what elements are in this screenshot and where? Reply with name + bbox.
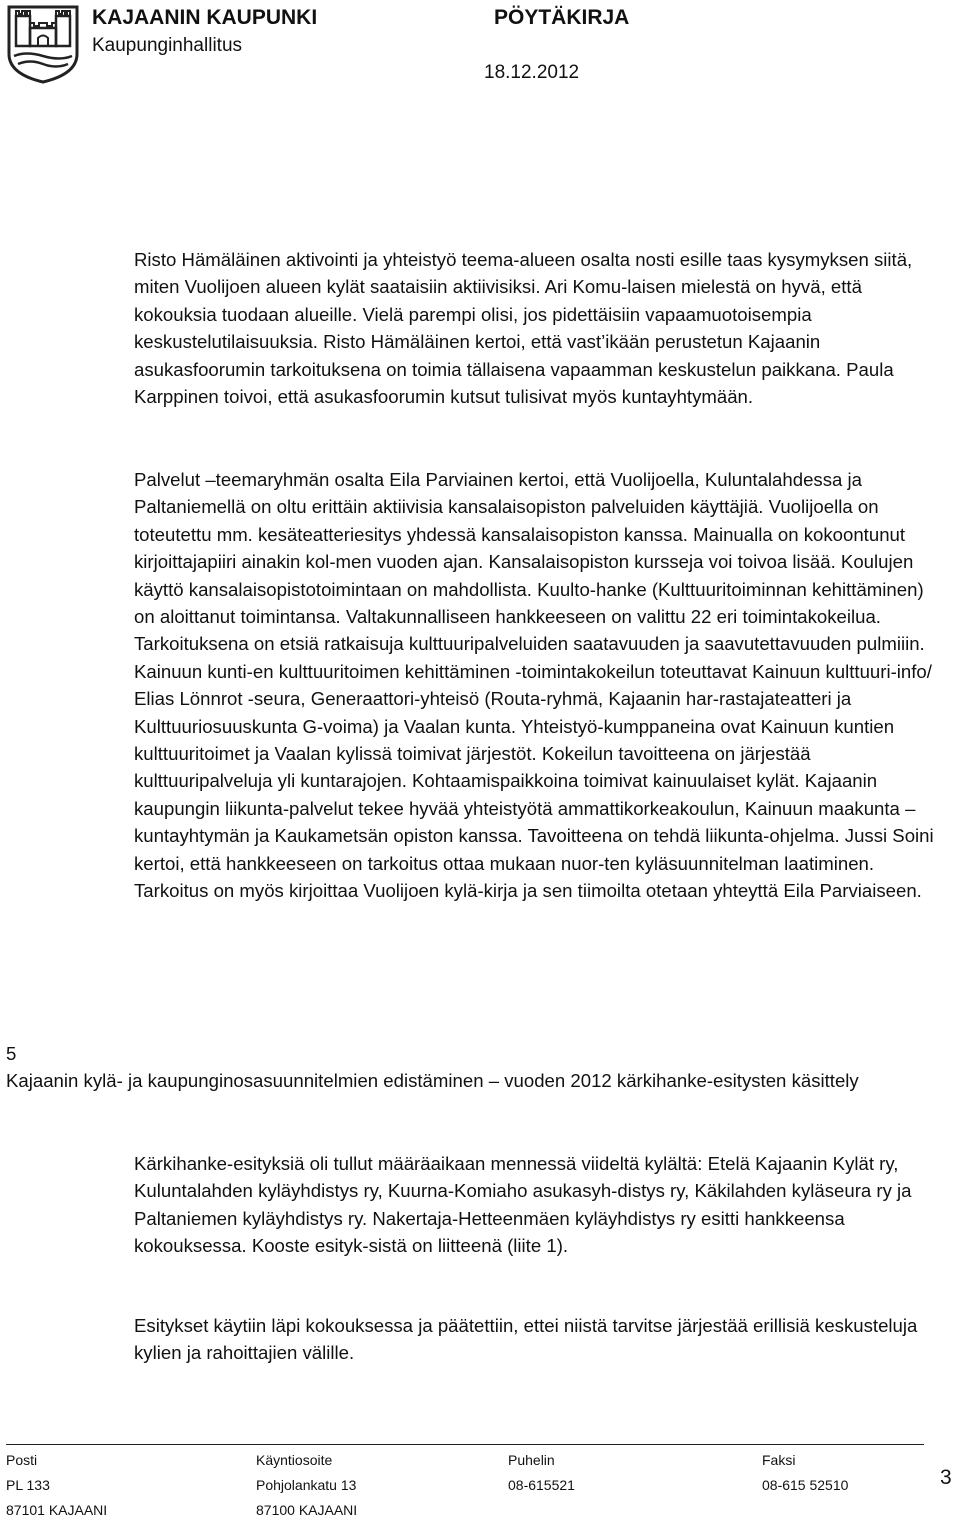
footer-postal-city: 87101 KAJAANI: [6, 1502, 108, 1518]
footer-phone-number: 08-615521: [508, 1477, 575, 1493]
footer-postal-box: PL 133: [6, 1477, 50, 1493]
page-number: 3: [940, 1466, 952, 1489]
section-title: Kajaanin kylä- ja kaupunginosasuunnitelmien edistäminen – vuoden 2012 kärkihanke-esitysten käsittely: [6, 1070, 859, 1091]
footer-postal: [6, 1448, 107, 1523]
paragraph-palvelut: Palvelut –teemaryhmän osalta Eila Parviainen kertoi, että Vuolijoella, Kuluntalahdessa ja Paltaniemellä on oltu erittäin aktiivisia kansalaisopiston palveluiden käyttäjiä. Vuolijoella on toteutettu mm. kesäteatteriesitys yhdessä kansalaisopiston kanssa. Mainualla on kokoontunut kirjoittajapiiri ainakin kol-men vuoden ajan. Kansalaisopiston kursseja voi toivoa lisää. Koulujen käyttö kansalaisopistotoimintaan on mahdollista. Kuulto-hanke (Kulttuuritoiminnan kehittäminen) on aloittanut toimintansa. Valtakunnalliseen hankkeeseen on valittu 22 eri toimintakokeilua. Tarkoituksena on etsiä ratkaisuja kulttuuripalveluiden saatavuuden ja saavutettavuuden pulmiiin. Kainuun kunti-en kulttuuritoimen kehittäminen -toimintakokeilun toteuttavat Kainuun kulttuuri-info/ Elias Lönnrot -seura, Generaattori-yhteisö (Routa-ryhmä, Kajaanin har-rastajateatteri ja Kulttuuriosuuskunta G-voima) ja Vaalan kunta. Yhteistyö-kumppaneina ovat Kainuun kuntien kulttuuritoimet ja Vaalan kylissä toimivat järjestöt. Kokeilun tavoitteena on järjestää kulttuuripalveluja yli kuntarajojen. Kohtaamispaikkoina toimivat kainuulaiset kylät. Kajaanin kaupungin liikunta-palvelut tekee hyvää yhteistyötä ammattikorkeakoulun, Kainuun maakunta –kuntayhtymän ja Kaukametsän opiston kanssa. Tavoitteena on tehdä liikunta-ohjelma. Jussi Soini kertoi, että hankkeeseen on tarkoitus ottaa mukaan nuor-ten kyläsuunnitelman laatiminen. Tarkoitus on myös kirjoittaa Vuolijoen kylä-kirja ja sen tiimoilta otetaan yhteyttä Eila Parviaiseen.: [134, 469, 934, 902]
footer-fax: [762, 1448, 848, 1498]
footer-phone: [508, 1448, 575, 1498]
footer-fax-number: 08-615 52510: [762, 1477, 849, 1493]
paragraph-karkihanke: Kärkihanke-esityksiä oli tullut määräaikaan mennessä viideltä kylältä: Etelä Kajaanin Kylät ry, Kuluntalahden kyläyhdistys ry, Kuurna-Komiaho asukasyh-distys ry, Käkilahden kyläseura ry ja Paltaniemen kyläyhdistys ry. Nakertaja-Hetteenmäen kyläyhdistys ry esitti hankkeensa kokouksessa. Kooste esityk-sistä on liitteenä (liite 1).: [134, 1153, 912, 1257]
document-date: 18.12.2012: [484, 62, 580, 83]
section-number: 5: [6, 1043, 17, 1064]
footer-visiting-city: 87100 KAJAANI: [256, 1502, 358, 1518]
paragraph-aktivointi: Risto Hämäläinen aktivointi ja yhteistyö teema-alueen osalta nosti esille taas kysymyksen siitä, miten Vuolijoen alueen kylät saataisiin aktiivisiksi. Ari Komu-laisen mielestä on hyvä, että kokouksia tuodaan alueille. Vielä parempi olisi, jos pidettäisiin vapaamuotoisempia keskustelutilaisuuksia. Risto Hämäläinen kertoi, että vast’ikään perustetun Kajaanin asukasfoorumin tarkoituksena on toimia tällaisena vapaamman keskustelun paikkana. Paula Karppinen toivoi, että asukasfoorumin kutsut tulisivat myös kuntayhtymään.: [134, 249, 913, 408]
footer-visiting-label: Käyntiosoite: [256, 1452, 333, 1468]
footer-phone-label: Puhelin: [508, 1452, 555, 1468]
city-coat-of-arms-logo: [6, 4, 80, 84]
footer-visiting-street: Pohjolankatu 13: [256, 1477, 357, 1493]
footer-postal-label: Posti: [6, 1452, 38, 1468]
organization-name: KAJAANIN KAUPUNKI: [92, 6, 318, 29]
footer-visiting: [256, 1448, 357, 1523]
footer-fax-label: Faksi: [762, 1452, 796, 1468]
paragraph-esitykset: Esitykset käytiin läpi kokouksessa ja päätettiin, ettei niistä tarvitse järjestää erillisiä keskusteluja kylien ja rahoittajien välille.: [134, 1315, 918, 1364]
governing-body: Kaupunginhallitus: [92, 35, 243, 56]
document-type: PÖYTÄKIRJA: [494, 6, 630, 29]
footer-divider: [6, 1444, 924, 1445]
